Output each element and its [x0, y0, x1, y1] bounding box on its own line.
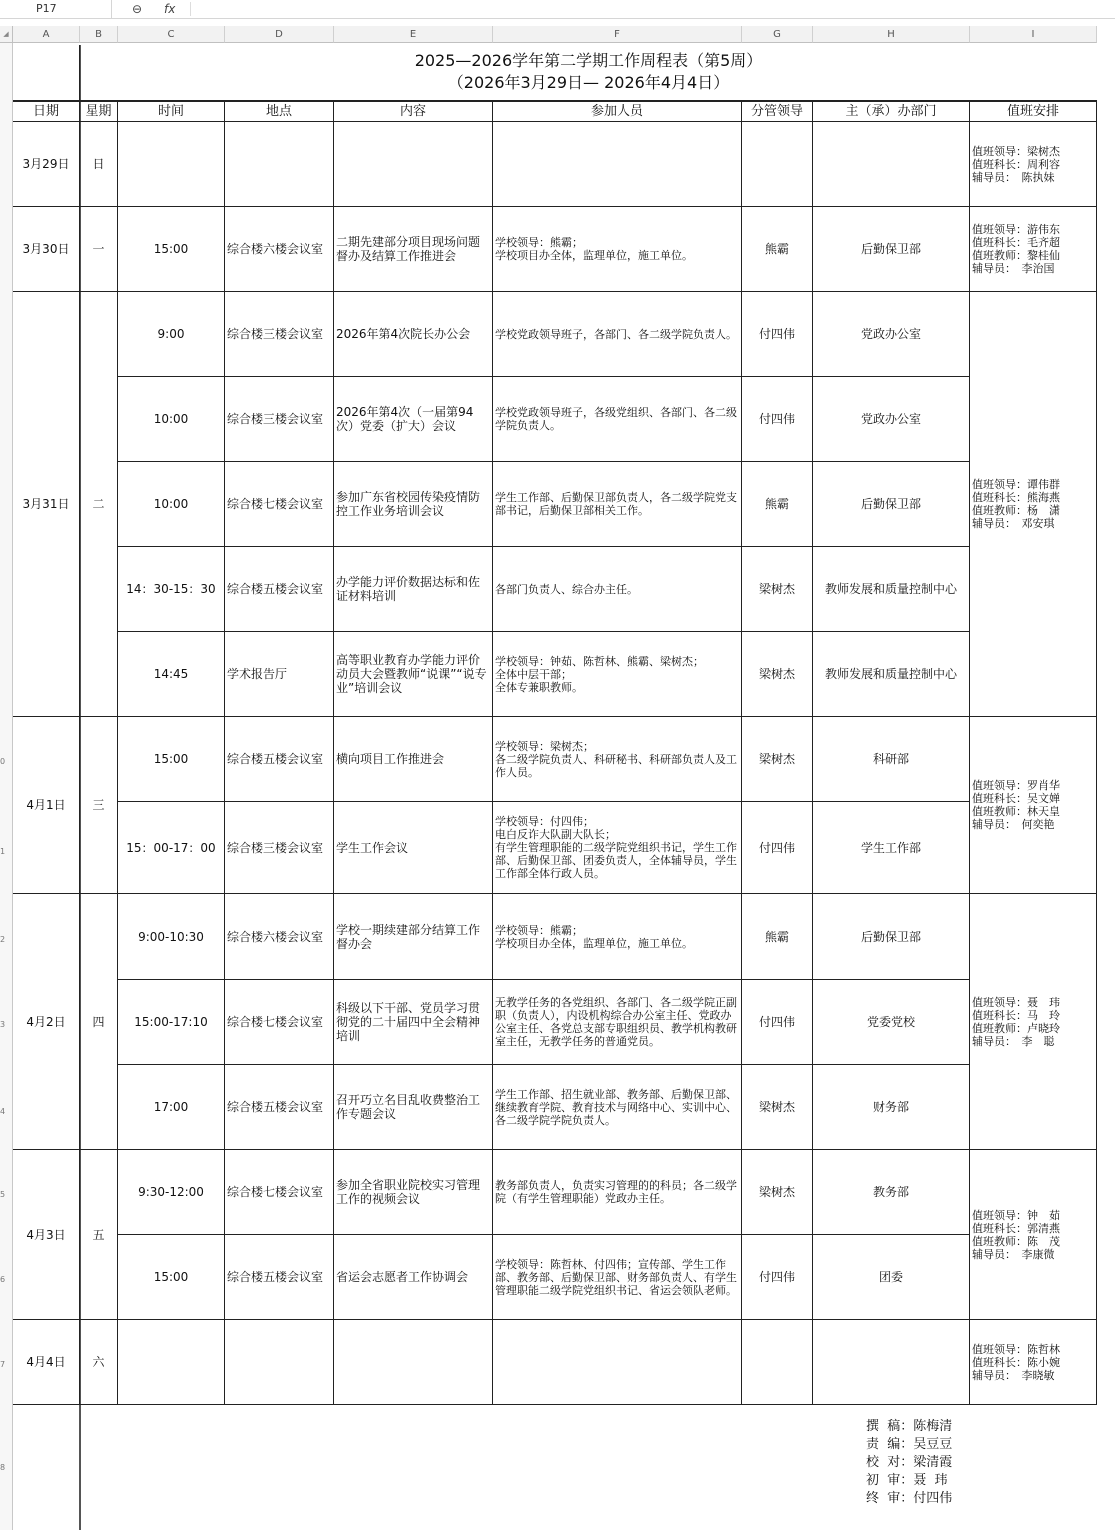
row-number[interactable]: 3	[0, 1020, 6, 1029]
empty-cell[interactable]	[493, 122, 742, 207]
attendees-cell[interactable]: 学校领导：钟茹、陈哲林、熊霸、梁树杰； 全体中层干部； 全体专兼职教师。	[493, 632, 742, 717]
empty-cell[interactable]	[742, 122, 813, 207]
time-cell[interactable]: 15:00	[118, 717, 225, 802]
attendees-cell[interactable]: 各部门负责人、综合办主任。	[493, 547, 742, 632]
column-header[interactable]: G	[742, 26, 813, 43]
leader-cell[interactable]: 梁树杰	[742, 632, 813, 717]
attendees-cell[interactable]: 学校领导：付四伟； 电白反诈大队副大队长； 有学生管理职能的二级学院党组织书记，学生工作部、后勤保卫部、团委负责人，全体辅导员，学生工作部全体行政人员。	[493, 802, 742, 894]
time-cell[interactable]: 14：30-15：30	[118, 547, 225, 632]
row-number[interactable]: 4	[0, 1107, 6, 1116]
department-cell[interactable]: 学生工作部	[813, 802, 970, 894]
department-cell[interactable]: 教师发展和质量控制中心	[813, 632, 970, 717]
content-cell[interactable]: 二期先建部分项目现场问题督办及结算工作推进会	[334, 207, 493, 292]
time-cell[interactable]: 9:00-10:30	[118, 894, 225, 980]
column-title-2[interactable]: 星期	[80, 101, 118, 122]
column-title-3[interactable]: 时间	[118, 101, 225, 122]
leader-cell[interactable]: 梁树杰	[742, 1150, 813, 1235]
row-number[interactable]: 6	[0, 1275, 6, 1284]
empty-cell[interactable]	[118, 1320, 225, 1405]
column-title-9[interactable]: 值班安排	[970, 101, 1097, 122]
time-cell[interactable]: 10:00	[118, 462, 225, 547]
time-cell[interactable]: 15：00-17：00	[118, 802, 225, 894]
content-cell[interactable]: 横向项目工作推进会	[334, 717, 493, 802]
date-cell[interactable]: 3月31日	[13, 292, 80, 717]
empty-cell[interactable]	[813, 1320, 970, 1405]
leader-cell[interactable]: 梁树杰	[742, 547, 813, 632]
location-cell[interactable]: 综合楼七楼会议室	[225, 980, 334, 1065]
department-cell[interactable]: 后勤保卫部	[813, 462, 970, 547]
content-cell[interactable]: 学校一期续建部分结算工作督办会	[334, 894, 493, 980]
weekday-cell[interactable]: 一	[80, 207, 118, 292]
content-cell[interactable]: 参加广东省校园传染疫情防控工作业务培训会议	[334, 462, 493, 547]
title-line-2: （2026年3月29日— 2026年4月4日）	[447, 73, 730, 92]
time-cell[interactable]: 15:00	[118, 207, 225, 292]
leader-cell[interactable]: 梁树杰	[742, 1065, 813, 1150]
department-cell[interactable]: 教务部	[813, 1150, 970, 1235]
time-cell[interactable]: 10:00	[118, 377, 225, 462]
weekday-cell[interactable]: 四	[80, 894, 118, 1150]
empty-cell[interactable]	[118, 122, 225, 207]
content-cell[interactable]: 办学能力评价数据达标和佐证材料培训	[334, 547, 493, 632]
time-cell[interactable]: 15:00	[118, 1235, 225, 1320]
duty-cell[interactable]: 值班领导：罗肖华 值班科长：吴文婵 值班教师：林天皇 辅导员： 何奕艳	[970, 717, 1097, 894]
column-title-5[interactable]: 内容	[334, 101, 493, 122]
location-cell[interactable]: 综合楼六楼会议室	[225, 207, 334, 292]
zoom-icon[interactable]: ⊖	[132, 2, 143, 16]
leader-cell[interactable]: 熊霸	[742, 207, 813, 292]
content-cell[interactable]: 高等职业教育办学能力评价动员大会暨教师“说课”“说专业”培训会议	[334, 632, 493, 717]
date-cell[interactable]: 3月30日	[13, 207, 80, 292]
content-cell[interactable]: 召开巧立名目乱收费整治工作专题会议	[334, 1065, 493, 1150]
row-number[interactable]: 8	[0, 1463, 6, 1472]
row-number[interactable]: 2	[0, 935, 6, 944]
attendees-cell[interactable]: 学校党政领导班子，各级党组织、各部门、各二级学院负责人。	[493, 377, 742, 462]
leader-cell[interactable]: 付四伟	[742, 377, 813, 462]
date-cell[interactable]: 4月1日	[13, 717, 80, 894]
department-cell[interactable]: 财务部	[813, 1065, 970, 1150]
column-header[interactable]: C	[118, 26, 225, 43]
attendees-cell[interactable]: 无教学任务的各党组织、各部门、各二级学院正副职（负责人），内设机构综合办公室主任、党政办公室主任、各党总支部专职组织员、教学机构教研室主任，无教学任务的普通党员。	[493, 980, 742, 1065]
content-cell[interactable]: 2026年第4次（一届第94次）党委（扩大）会议	[334, 377, 493, 462]
duty-cell[interactable]: 值班领导：梁树杰 值班科长：周利容 辅导员： 陈执妹	[970, 122, 1097, 207]
location-cell[interactable]: 综合楼五楼会议室	[225, 1235, 334, 1320]
attendees-cell[interactable]: 学生工作部、后勤保卫部负责人，各二级学院党支部书记，后勤保卫部相关工作。	[493, 462, 742, 547]
duty-cell[interactable]: 值班领导：游伟东 值班科长：毛齐超 值班教师：黎桂仙 辅导员： 李治国	[970, 207, 1097, 292]
attendees-cell[interactable]: 学生工作部、招生就业部、教务部、后勤保卫部、继续教育学院、教育技术与网络中心、实训中心、各二级学院学院负责人。	[493, 1065, 742, 1150]
column-header[interactable]: A	[13, 26, 80, 43]
attendees-cell[interactable]: 学校领导：陈哲林、付四伟；宣传部、学生工作部、教务部、后勤保卫部、财务部负责人、有学生管理职能二级学院党组织书记、省运会领队老师。	[493, 1235, 742, 1320]
column-header[interactable]: F	[493, 26, 742, 43]
row-number[interactable]: 0	[0, 757, 6, 766]
location-cell[interactable]: 综合楼三楼会议室	[225, 377, 334, 462]
column-header[interactable]: E	[334, 26, 493, 43]
weekday-cell[interactable]: 六	[80, 1320, 118, 1405]
column-title-7[interactable]: 分管领导	[742, 101, 813, 122]
date-cell[interactable]: 4月3日	[13, 1150, 80, 1320]
empty-cell[interactable]	[334, 122, 493, 207]
location-cell[interactable]: 综合楼五楼会议室	[225, 1065, 334, 1150]
time-cell[interactable]: 14:45	[118, 632, 225, 717]
empty-cell[interactable]	[493, 1320, 742, 1405]
corner-blank-cell[interactable]	[13, 45, 80, 101]
time-cell[interactable]: 17:00	[118, 1065, 225, 1150]
weekday-cell[interactable]: 三	[80, 717, 118, 894]
column-header[interactable]: I	[970, 26, 1097, 43]
column-header[interactable]: H	[813, 26, 970, 43]
attendees-cell[interactable]: 学校领导：熊霸； 学校项目办全体，监理单位，施工单位。	[493, 894, 742, 980]
content-cell[interactable]: 科级以下干部、党员学习贯彻党的二十届四中全会精神培训	[334, 980, 493, 1065]
location-cell[interactable]: 综合楼三楼会议室	[225, 802, 334, 894]
weekday-cell[interactable]: 五	[80, 1150, 118, 1320]
content-cell[interactable]: 省运会志愿者工作协调会	[334, 1235, 493, 1320]
time-cell[interactable]: 15:00-17:10	[118, 980, 225, 1065]
leader-cell[interactable]: 梁树杰	[742, 717, 813, 802]
department-cell[interactable]: 后勤保卫部	[813, 207, 970, 292]
content-cell[interactable]: 学生工作会议	[334, 802, 493, 894]
location-cell[interactable]: 综合楼七楼会议室	[225, 1150, 334, 1235]
attendees-cell[interactable]: 学校党政领导班子，各部门、各二级学院负责人。	[493, 292, 742, 377]
attendees-cell[interactable]: 学校领导：梁树杰； 各二级学院负责人、科研秘书、科研部负责人及工作人员。	[493, 717, 742, 802]
department-cell[interactable]: 党政办公室	[813, 292, 970, 377]
leader-cell[interactable]: 付四伟	[742, 1235, 813, 1320]
row-number[interactable]: 1	[0, 847, 6, 856]
content-cell[interactable]: 参加全省职业院校实习管理工作的视频会议	[334, 1150, 493, 1235]
attendees-cell[interactable]: 学校领导：熊霸； 学校项目办全体，监理单位，施工单位。	[493, 207, 742, 292]
department-cell[interactable]: 科研部	[813, 717, 970, 802]
date-cell[interactable]: 4月2日	[13, 894, 80, 1150]
schedule-title	[80, 45, 1097, 101]
column-title-1[interactable]: 日期	[13, 101, 80, 122]
duty-cell[interactable]: 值班领导：陈哲林 值班科长：陈小婉 辅导员： 李晓敏	[970, 1320, 1097, 1405]
empty-cell[interactable]	[813, 122, 970, 207]
department-cell[interactable]: 后勤保卫部	[813, 894, 970, 980]
signoff-block: 撰 稿：陈梅清 责 编：吴豆豆 校 对：梁清霞 初 审：聂 玮 终 审：付四伟	[866, 1419, 953, 1506]
duty-cell[interactable]: 值班领导：聂 玮 值班科长：马 玲 值班教师：卢晓玲 辅导员： 李 聪	[970, 894, 1097, 1150]
location-cell[interactable]: 综合楼七楼会议室	[225, 462, 334, 547]
leader-cell[interactable]: 付四伟	[742, 292, 813, 377]
department-cell[interactable]: 教师发展和质量控制中心	[813, 547, 970, 632]
department-cell[interactable]: 党委党校	[813, 980, 970, 1065]
date-cell[interactable]: 4月4日	[13, 1320, 80, 1405]
empty-cell[interactable]	[334, 1320, 493, 1405]
department-cell[interactable]: 团委	[813, 1235, 970, 1320]
row-number[interactable]: 5	[0, 1190, 6, 1199]
empty-cell[interactable]	[742, 1320, 813, 1405]
leader-cell[interactable]: 付四伟	[742, 802, 813, 894]
column-title-8[interactable]: 主（承）办部门	[813, 101, 970, 122]
attendees-cell[interactable]: 教务部负责人，负责实习管理的的科员；各二级学院（有学生管理职能）党政办主任。	[493, 1150, 742, 1235]
empty-cell[interactable]	[225, 122, 334, 207]
location-cell[interactable]: 综合楼五楼会议室	[225, 547, 334, 632]
weekday-cell[interactable]: 二	[80, 292, 118, 717]
date-cell[interactable]: 3月29日	[13, 122, 80, 207]
empty-cell[interactable]	[225, 1320, 334, 1405]
column-title-4[interactable]: 地点	[225, 101, 334, 122]
location-cell[interactable]: 综合楼三楼会议室	[225, 292, 334, 377]
time-cell[interactable]: 9:30-12:00	[118, 1150, 225, 1235]
column-header[interactable]: D	[225, 26, 334, 43]
column-title-6[interactable]: 参加人员	[493, 101, 742, 122]
duty-cell[interactable]: 值班领导：谭伟群 值班科长：熊海燕 值班教师：杨 潇 辅导员： 邓安琪	[970, 292, 1097, 717]
column-header[interactable]: B	[80, 26, 118, 43]
leader-cell[interactable]: 付四伟	[742, 980, 813, 1065]
select-all-corner[interactable]: ◢	[0, 26, 13, 43]
function-icon[interactable]: fx	[164, 2, 176, 16]
name-box[interactable]: P17	[0, 0, 112, 18]
leader-cell[interactable]: 熊霸	[742, 894, 813, 980]
content-cell[interactable]: 2026年第4次院长办公会	[334, 292, 493, 377]
department-cell[interactable]: 党政办公室	[813, 377, 970, 462]
weekday-cell[interactable]: 日	[80, 122, 118, 207]
leader-cell[interactable]: 熊霸	[742, 462, 813, 547]
time-cell[interactable]: 9:00	[118, 292, 225, 377]
duty-cell[interactable]: 值班领导：钟 茹 值班科长：郭清燕 值班教师：陈 茂 辅导员： 李康微	[970, 1150, 1097, 1320]
location-cell[interactable]: 学术报告厅	[225, 632, 334, 717]
location-cell[interactable]: 综合楼六楼会议室	[225, 894, 334, 980]
row-number[interactable]: 7	[0, 1360, 6, 1369]
location-cell[interactable]: 综合楼五楼会议室	[225, 717, 334, 802]
title-line-1: 2025—2026学年第二学期工作周程表（第5周）	[414, 51, 763, 70]
